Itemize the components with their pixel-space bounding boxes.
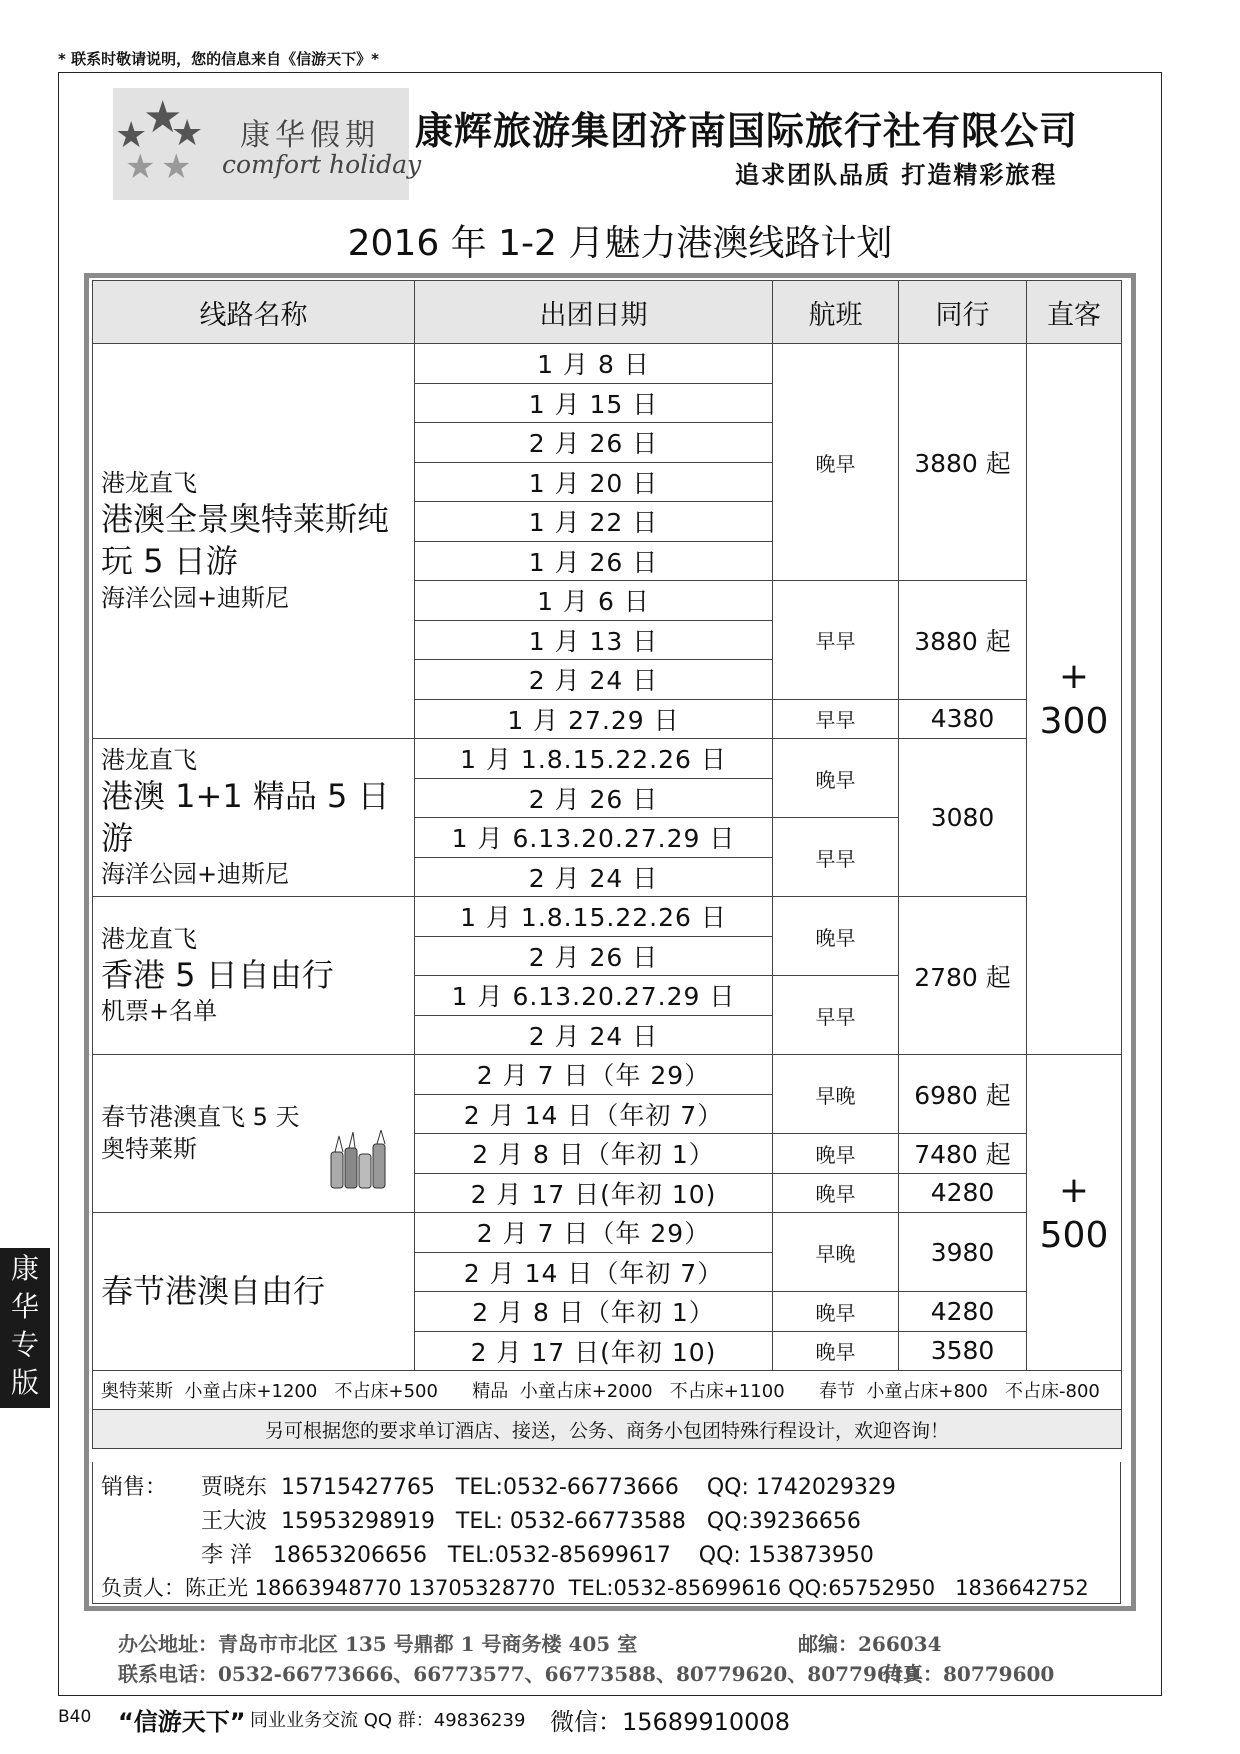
flight-cell: 晚早 [773, 1134, 899, 1174]
date-cell: 2 月 8 日（年初 1） [415, 1292, 773, 1332]
table-header [93, 281, 1122, 344]
price-cell: 4280 [899, 1292, 1027, 1332]
date-cell: 2 月 17 日(年初 10) [415, 1173, 773, 1213]
flight-cell: 晚早 [773, 344, 899, 581]
header-direct-price: 直客 [1027, 281, 1122, 344]
date-cell: 2 月 17 日(年初 10) [415, 1331, 773, 1371]
phone-numbers: 联系电话：0532-66773666、66773577、66773588、80779620、80779619 [118, 1662, 919, 1686]
extra-row [93, 1410, 1122, 1449]
flight-cell: 晚早 [773, 1331, 899, 1371]
price-cell: 4280 [899, 1173, 1027, 1213]
footer-wechat: 微信：15689910008 [550, 1708, 790, 1736]
flight-cell: 早早 [773, 818, 899, 897]
header-peer-price: 同行 [899, 281, 1027, 344]
date-cell: 2 月 14 日（年初 7） [415, 1252, 773, 1292]
date-cell: 1 月 8 日 [415, 344, 773, 384]
side-tab-label: 康华专版 [11, 1252, 40, 1399]
sales-label: 销售： [101, 1475, 168, 1500]
date-cell: 2 月 8 日（年初 1） [415, 1134, 773, 1174]
flight-cell: 晚早 [773, 1292, 899, 1332]
price-cell: 3880 起 [899, 344, 1027, 581]
route-name: 港龙直飞 香港 5 日自由行 机票+名单 [93, 897, 415, 1055]
date-cell: 1 月 1.8.15.22.26 日 [415, 897, 773, 937]
date-cell: 2 月 24 日 [415, 857, 773, 897]
date-cell: 2 月 26 日 [415, 936, 773, 976]
date-cell: 2 月 14 日（年初 7） [415, 1094, 773, 1134]
date-cell: 1 月 6.13.20.27.29 日 [415, 818, 773, 858]
route-name: 港龙直飞 港澳全景奥特莱斯纯 玩 5 日游 海洋公园+迪斯尼 [93, 344, 415, 739]
contact-box [92, 1462, 1121, 1604]
flight-cell: 早早 [773, 699, 899, 739]
date-cell: 2 月 24 日 [415, 1015, 773, 1055]
date-cell: 1 月 1.8.15.22.26 日 [415, 739, 773, 779]
sales-contact: 李 洋 18653206656 TEL:0532-85699617 QQ: 153873950 [201, 1543, 874, 1568]
date-cell: 1 月 22 日 [415, 502, 773, 542]
header-flight: 航班 [773, 281, 899, 344]
logo-text-cn: 康华假期 [240, 118, 380, 153]
flight-cell: 晚早 [773, 1173, 899, 1213]
table-row [93, 1213, 1122, 1253]
table-row [93, 344, 1122, 384]
price-cell: 2780 起 [899, 897, 1027, 1055]
table-row [93, 897, 1122, 937]
route-name: 港龙直飞 港澳 1+1 精品 5 日游 海洋公园+迪斯尼 [93, 739, 415, 897]
route-name: 春节港澳自由行 [93, 1213, 415, 1371]
side-tab [0, 1248, 50, 1408]
header-route: 线路名称 [93, 281, 415, 344]
date-cell: 2 月 24 日 [415, 660, 773, 700]
fax: 传真：80779600 [883, 1662, 1055, 1686]
office-address: 办公地址：青岛市市北区 135 号鼎都 1 号商务楼 405 室 [118, 1632, 638, 1656]
sales-contact: 王大波 15953298919 TEL: 0532-66773588 QQ:39236656 [201, 1509, 861, 1534]
date-cell: 2 月 26 日 [415, 423, 773, 463]
price-cell: 4380 [899, 699, 1027, 739]
flight-cell: 早晚 [773, 1213, 899, 1292]
sales-contact: 贾晓东 15715427765 TEL:0532-66773666 QQ: 1742029329 [201, 1475, 896, 1500]
flight-cell: 早早 [773, 976, 899, 1055]
date-cell: 1 月 15 日 [415, 383, 773, 423]
price-cell: 6980 起 [899, 1055, 1027, 1134]
company-name: 康辉旅游集团济南国际旅行社有限公司 [415, 108, 1079, 153]
price-cell: 3080 [899, 739, 1027, 897]
date-cell: 1 月 27.29 日 [415, 699, 773, 739]
flight-cell: 早早 [773, 581, 899, 700]
custom-service-note: 另可根据您的要求单订酒店、接送，公务、商务小包团特殊行程设计，欢迎咨询！ [93, 1410, 1122, 1449]
page-title: 2016 年 1-2 月魅力港澳线路计划 [347, 223, 893, 264]
star-icon: ★ [171, 113, 204, 154]
logo-text-en: comfort holiday [222, 150, 422, 179]
header-date: 出团日期 [415, 281, 773, 344]
footer-brand: “信游天下” [118, 1708, 246, 1736]
date-cell: 1 月 13 日 [415, 620, 773, 660]
postcode: 邮编：266034 [798, 1632, 942, 1656]
flight-cell: 晚早 [773, 739, 899, 818]
star-icon: ★ [115, 115, 148, 156]
footer-qq-group: 同业业务交流 QQ 群：49836239 [250, 1710, 526, 1731]
date-cell: 1 月 26 日 [415, 541, 773, 581]
direct-price-cell: + 300 [1027, 344, 1122, 1055]
manager-contact: 负责人：陈正光 18663948770 13705328770 TEL:0532-85699616 QQ:65752950 18366427​52 [101, 1576, 1089, 1600]
date-cell: 2 月 7 日（年 29） [415, 1055, 773, 1095]
date-cell: 1 月 20 日 [415, 462, 773, 502]
route-table [92, 280, 1122, 1449]
date-cell: 1 月 6 日 [415, 581, 773, 621]
price-cell: 3580 [899, 1331, 1027, 1371]
fee-row [93, 1371, 1122, 1410]
flight-cell: 早晚 [773, 1055, 899, 1134]
route-name: 春节港澳直飞 5 天 奥特莱斯 [93, 1055, 415, 1213]
direct-price-cell: + 500 [1027, 1055, 1122, 1371]
top-note: * 联系时敬请说明，您的信息来自《信游天下》* [58, 50, 379, 68]
child-fee-note: 奥特莱斯 小童占床+1200 不占床+500 精品 小童占床+2000 不占床+1100 春节 小童占床+800 不占床-800 [93, 1371, 1122, 1410]
table-row [93, 739, 1122, 779]
flight-cell: 晚早 [773, 897, 899, 976]
gift-basket-icon [325, 1130, 397, 1192]
date-cell: 2 月 26 日 [415, 778, 773, 818]
star-icon: ★ [125, 147, 156, 187]
price-cell: 3980 [899, 1213, 1027, 1292]
price-cell: 3880 起 [899, 581, 1027, 700]
price-cell: 7480 起 [899, 1134, 1027, 1174]
table-row [93, 1055, 1122, 1095]
star-icon: ★ [143, 92, 183, 143]
star-icon: ★ [161, 147, 192, 187]
slogan: 追求团队品质 打造精彩旅程 [735, 160, 1058, 189]
date-cell: 1 月 6.13.20.27.29 日 [415, 976, 773, 1016]
page-number: B40 [58, 1707, 92, 1727]
date-cell: 2 月 7 日（年 29） [415, 1213, 773, 1253]
